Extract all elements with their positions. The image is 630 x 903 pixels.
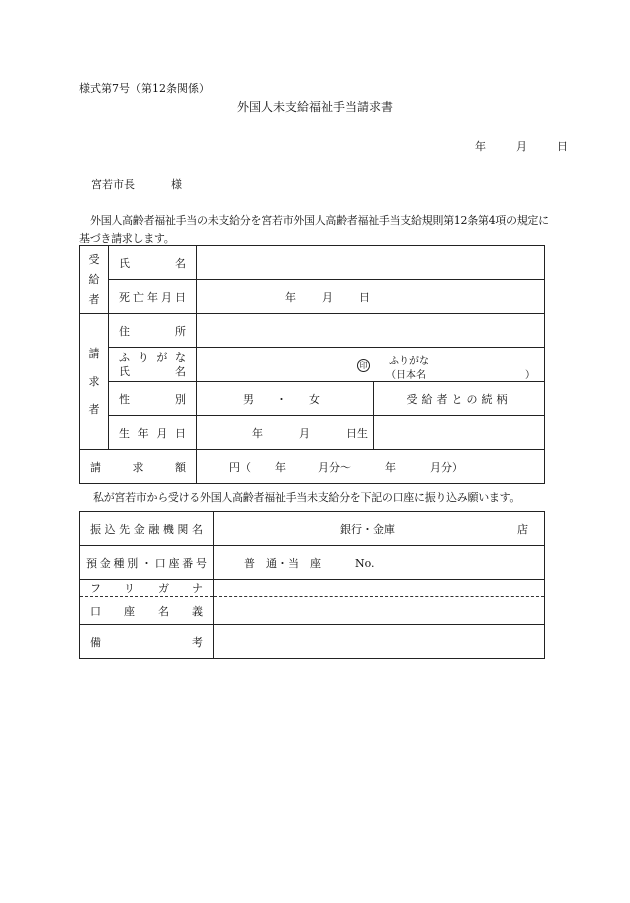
addressee <box>91 176 182 192</box>
request-statement: 外国人高齢者福祉手当の未支給分を宮若市外国人高齢者福祉手当支給規則第12条第4項の規定に基づき請求します。 <box>79 214 549 245</box>
gender-field[interactable]: 男 ・ 女 <box>197 382 374 416</box>
claim-amount-field[interactable]: 円（ 年 月分～ 年 月分） <box>197 450 545 484</box>
bank-name-label: 振 込 先 金 融 機 関 名 <box>80 512 214 546</box>
date-year: 年 <box>475 140 486 153</box>
recipient-name-field[interactable] <box>197 246 545 280</box>
recipient-section-label: 受 給 者 <box>80 246 109 314</box>
gender-female[interactable]: 女 <box>309 392 320 406</box>
remarks-label: 備 考 <box>80 625 214 659</box>
claimant-address-label: 住 所 <box>109 314 197 348</box>
relation-field[interactable] <box>374 416 545 450</box>
claimant-name-field[interactable] <box>197 348 545 382</box>
claimant-address-field[interactable] <box>197 314 545 348</box>
document-title: 外国人未支給福祉手当請求書 <box>236 100 393 114</box>
recipient-name-label: 氏 名 <box>109 246 197 280</box>
gender-label: 性 別 <box>109 382 197 416</box>
account-number-label: 預 金 種 別 ・ 口 座 番 号 <box>80 546 214 580</box>
date-month: 月 <box>516 140 527 153</box>
death-date-field[interactable]: 年 月 日 <box>197 280 545 314</box>
birth-date-field[interactable]: 年 月 日生 <box>197 416 374 450</box>
bank-table <box>79 511 545 659</box>
furigana-label: フ リ ガ ナ <box>80 580 214 597</box>
claim-amount-label: 請 求 額 <box>80 450 197 484</box>
gender-male[interactable]: 男 <box>243 392 254 406</box>
form-number: 様式第7号（第12条関係） <box>79 82 210 95</box>
furigana-note: ふりがな <box>389 356 429 367</box>
date-day: 日 <box>557 140 568 153</box>
japanese-name-close: ） <box>525 370 535 381</box>
remarks-field[interactable] <box>214 625 545 659</box>
bank-name-field[interactable]: 銀行・金庫 店 <box>214 512 545 546</box>
death-date-label: 死 亡 年 月 日 <box>109 280 197 314</box>
claimant-section-label: 請 求 者 <box>80 314 109 450</box>
account-holder-field[interactable] <box>214 597 545 625</box>
japanese-name-open: （日本名 <box>386 370 426 381</box>
claimant-name-label: ふ り が な 氏 名 <box>109 348 197 382</box>
relation-label: 受給者との続柄 <box>374 382 545 416</box>
seal-mark: 印 <box>357 359 370 372</box>
submission-date <box>445 138 568 154</box>
addressee-honorific: 様 <box>171 178 182 191</box>
claim-table <box>79 245 545 484</box>
furigana-field[interactable] <box>214 580 545 597</box>
account-holder-label: 口 座 名 義 <box>80 597 214 625</box>
transfer-statement: 私が宮若市から受ける外国人高齢者福祉手当未支給分を下記の口座に振り込み願います。 <box>93 491 521 504</box>
account-number-field[interactable]: 普 通・当 座 No. <box>214 546 545 580</box>
addressee-name: 宮若市長 <box>91 178 135 191</box>
birth-date-label: 生 年 月 日 <box>109 416 197 450</box>
